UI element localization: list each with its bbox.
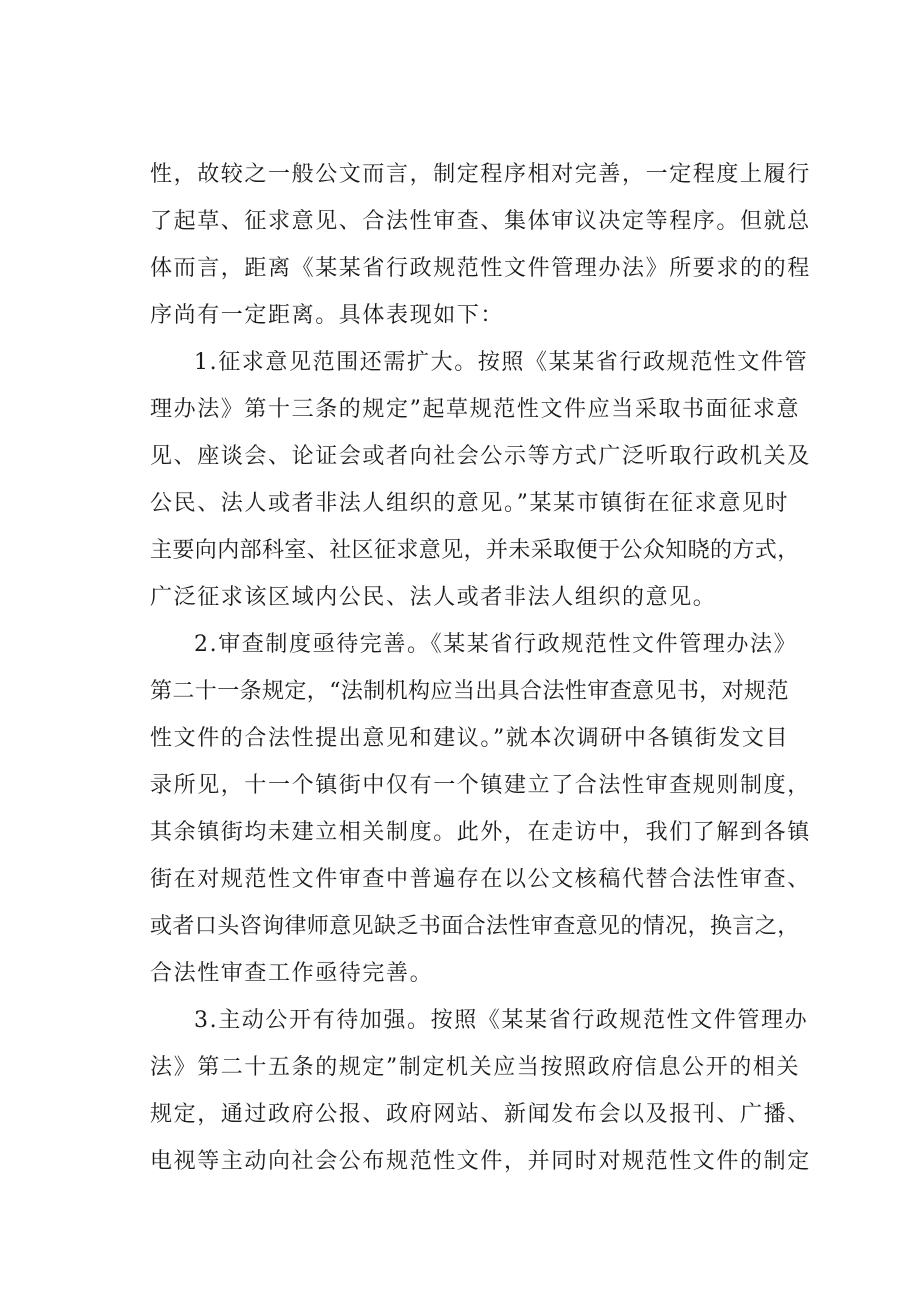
item-2-line-4: 录所见，十一个镇街中仅有一个镇建立了合法性审查规则制度， (150, 773, 811, 798)
paragraph-line-3: 体而言，距离《某某省行政规范性文件管理办法》所要求的的程 (150, 256, 811, 281)
paragraph-line-2: 了起草、征求意见、合法性审查、集体审议决定等程序。但就总 (150, 209, 811, 234)
item-1-line-5: 主要向内部科室、社区征求意见，并未采取便于公众知晓的方式， (150, 538, 800, 563)
item-2-line-8: 合法性审查工作亟待完善。 (150, 961, 434, 986)
item-1-line-3: 见、座谈会、论证会或者向社会公示等方式广泛听取行政机关及 (150, 444, 811, 469)
item-3-line-1: 3.主动公开有待加强。按照《某某省行政规范性文件管理办 (194, 1008, 809, 1033)
item-3-line-3: 规定，通过政府公报、政府网站、新闻发布会以及报刊、广播、 (150, 1102, 811, 1127)
item-2-line-3: 性文件的合法性提出意见和建议。”就本次调研中各镇街发文目 (150, 726, 790, 751)
item-3-line-2: 法》第二十五条的规定”制定机关应当按照政府信息公开的相关 (150, 1055, 801, 1080)
item-2-line-5: 其余镇街均未建立相关制度。此外，在走访中，我们了解到各镇 (150, 820, 811, 845)
paragraph-line-4: 序尚有一定距离。具体表现如下： (150, 303, 505, 328)
item-1-line-4: 公民、法人或者非法人组织的意见。”某某市镇街在征求意见时 (150, 491, 790, 516)
item-2-line-2: 第二十一条规定，“法制机构应当出具合法性审查意见书，对规范 (150, 679, 789, 704)
item-1-line-1: 1.征求意见范围还需扩大。按照《某某省行政规范性文件管 (194, 350, 809, 375)
paragraph-line-1: 性，故较之一般公文而言，制定程序相对完善，一定程度上履行 (150, 162, 811, 187)
item-2-line-7: 或者口头咨询律师意见缺乏书面合法性审查意见的情况，换言之， (150, 914, 800, 939)
item-2-line-6: 街在对规范性文件审查中普遍存在以公文核稿代替合法性审查、 (150, 867, 811, 892)
item-3-line-4: 电视等主动向社会公布规范性文件，并同时对规范性文件的制定 (150, 1149, 811, 1174)
item-2-line-1: 2.审查制度亟待完善。《某某省行政规范性文件管理办法》 (194, 632, 798, 657)
item-1-line-2: 理办法》第十三条的规定”起草规范性文件应当采取书面征求意 (150, 397, 801, 422)
item-1-line-6: 广泛征求该区域内公民、法人或者非法人组织的意见。 (150, 585, 717, 610)
